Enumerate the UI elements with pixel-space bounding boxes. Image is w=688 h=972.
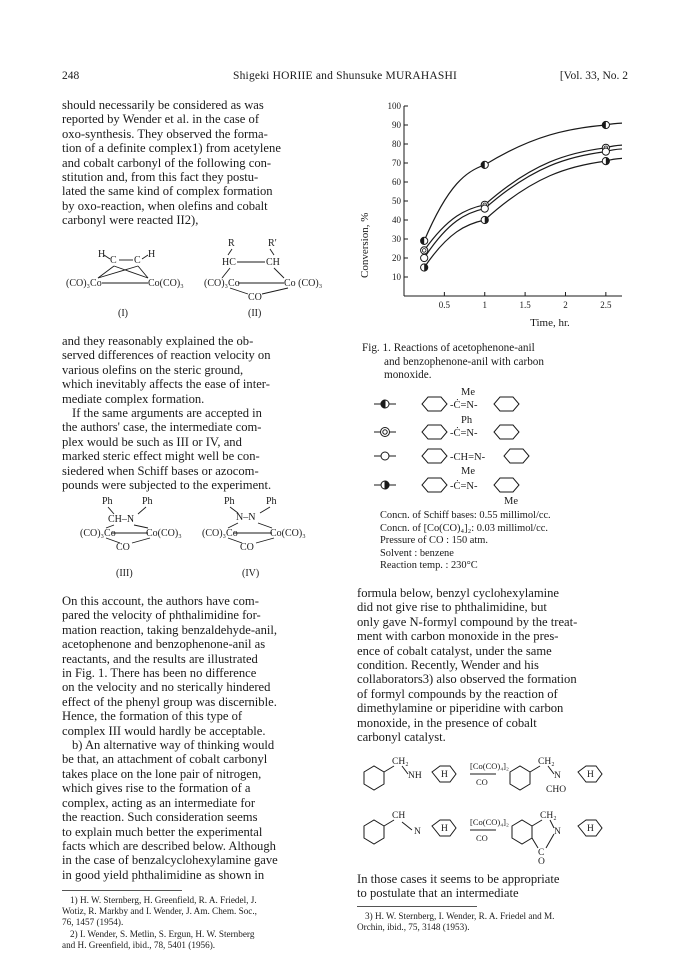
chem-atom: R (228, 238, 235, 249)
chart-legend (372, 384, 572, 508)
text-line: reported by Wender et al. in the case of (62, 112, 260, 127)
chem-atom: H (587, 824, 594, 834)
text-line: on the velocity and no sterically hindered (62, 680, 271, 695)
condition-line: Pressure of CO : 150 atm. (380, 535, 488, 546)
benzene-ring-icon (364, 820, 384, 844)
text-line: mation reaction, taking benzaldehyde-anil, (62, 622, 278, 637)
chem-atom: H (148, 249, 156, 260)
reagent-label: CO (476, 777, 488, 787)
text-line: the reaction. Such consideration seems (62, 810, 258, 825)
legend-label: -Ċ=N- (450, 400, 478, 411)
condition-line: Reaction temp. : 230°C (380, 560, 478, 571)
text-line: facts which are described below. Although (62, 838, 276, 853)
chem-atom: N (554, 827, 561, 837)
open-circle-icon (381, 452, 389, 460)
chem-atom: H (441, 824, 448, 834)
chart-axes (404, 106, 622, 296)
text-line: only gave N-formyl compound by the treat- (357, 614, 578, 629)
text-line: and cobalt carbonyl of the following con- (62, 155, 272, 170)
text-line: ment with carbon monoxide in the pres- (357, 629, 559, 644)
chem-atom: (CO)₃Co (80, 528, 116, 539)
legend-substituent: Me (504, 496, 518, 507)
reaction-schemes (356, 752, 630, 864)
text-line: in Fig. 1. There has been no difference (62, 666, 257, 681)
text-line: complex, acting as an intermediate for (62, 795, 256, 810)
chart-ticks (388, 101, 612, 310)
chem-atom: N (414, 827, 421, 837)
chem-atom: CH (266, 257, 280, 268)
footnote-line: Orchin, ibid., 75, 3148 (1953). (357, 922, 470, 933)
legend-label: -Ċ=N- (450, 428, 478, 439)
benzene-ring-icon (422, 425, 447, 439)
benzene-ring-icon (494, 478, 519, 492)
chem-atom: (CO)₃Co (204, 278, 240, 289)
text-line: carbonyl were reacted II2), (62, 213, 199, 228)
catalyst-label: [Co(CO)₄]₂ (470, 817, 509, 827)
right-footnotes (357, 911, 627, 933)
chem-atom: CH₂ (392, 757, 409, 767)
text-line: plex would be such as III or IV, and (62, 434, 242, 449)
y-tick-label: 90 (392, 120, 401, 130)
chem-atom: C (134, 255, 141, 266)
half-filled-right-icon (385, 481, 389, 489)
structure-label: (IV) (242, 568, 260, 579)
legend-label: -CH=N- (450, 452, 486, 463)
y-tick-label: 40 (392, 215, 401, 225)
y-tick-label: 60 (392, 177, 401, 187)
y-tick-label: 20 (392, 253, 401, 263)
footnote-line: 1) H. W. Sternberg, H. Greenfield, R. A. Friedel, J. (70, 895, 257, 905)
footnote-line: 2) I. Wender, S. Metlin, S. Ergun, H. W. Sternberg (70, 928, 255, 939)
text-line: which gives rise to the formation of a (62, 781, 251, 796)
footnote-line: and H. Greenfield, ibid., 78, 5401 (1956). (62, 939, 216, 950)
x-tick-label: 0.5 (438, 300, 450, 310)
structure-label: (II) (248, 308, 262, 319)
text-line: condition. Recently, Wender and his (357, 658, 539, 673)
text-line: On this account, the authors have com- (62, 594, 259, 608)
text-line: in the case of benzalcyclohexylamine gave (62, 853, 278, 868)
chem-atom: CHO (546, 785, 567, 795)
chem-atom: CO (240, 542, 254, 553)
chem-atom: R′ (268, 238, 277, 249)
chem-atom: Ph (102, 496, 113, 507)
chem-atom: NH (408, 771, 422, 781)
text-line: carbonyl catalyst. (357, 730, 446, 745)
reaction-conditions (380, 510, 630, 573)
series-line-3 (424, 149, 622, 258)
text-line: of formyl compounds by the reaction of (357, 686, 558, 701)
left-paragraph-3 (62, 594, 344, 882)
benzene-ring-icon (504, 449, 529, 463)
x-tick-label: 1.5 (519, 300, 531, 310)
benzene-ring-icon (510, 766, 530, 790)
y-tick-label: 10 (392, 272, 401, 282)
condition-line: Concn. of Schiff bases: 0.55 millimol/cc. (380, 510, 551, 521)
chem-atom: Co (CO)₃ (284, 278, 323, 289)
text-line: to postulate that an intermediate (357, 886, 519, 901)
caption-line: monoxide. (384, 369, 432, 381)
x-tick-label: 1 (482, 300, 487, 310)
chem-atom: N–N (236, 512, 256, 523)
text-line: b) An alternative way of thinking would (72, 738, 275, 753)
text-line: marked steric effect might well be con- (62, 449, 260, 464)
chem-atom: (CO)₃Co (202, 528, 238, 539)
left-paragraph-2 (62, 334, 344, 492)
chem-atom: Ph (266, 496, 277, 507)
text-line: oxo-synthesis. They observed the forma- (62, 126, 268, 141)
condition-line: Solvent : benzene (380, 547, 454, 559)
left-paragraph-1 (62, 98, 344, 228)
chem-atom: Ph (142, 496, 153, 507)
text-line: If the same arguments are accepted in (72, 406, 262, 421)
chem-atom: CO (116, 542, 130, 553)
text-line: in good yield phthalimidine as shown in (62, 867, 265, 882)
text-line: did not give rise to phthalimidine, but (357, 600, 547, 615)
data-point (421, 264, 428, 271)
chem-atom: Ph (224, 496, 235, 507)
text-line: served differences of reaction velocity on (62, 348, 271, 363)
benzene-ring-icon (422, 478, 447, 492)
footnote-line: 3) H. W. Sternberg, I. Wender, R. A. Friedel and M. (365, 911, 555, 921)
data-point (481, 205, 488, 212)
text-line: the authors' case, the intermediate com- (62, 420, 262, 435)
benzene-ring-icon (494, 425, 519, 439)
structures-i-ii (62, 232, 352, 324)
data-point (481, 161, 488, 168)
footnote-rule (62, 890, 182, 891)
y-tick-label: 100 (387, 101, 401, 111)
footnote-rule (357, 906, 477, 907)
caption-line: and benzophenone-anil with carbon (384, 355, 544, 368)
text-line: dimethylamine or piperidine with carbon (357, 701, 564, 716)
y-tick-label: 30 (392, 234, 401, 244)
conversion-chart (352, 98, 632, 330)
catalyst-label: [Co(CO)₄]₂ (470, 761, 509, 771)
chem-atom: H (587, 770, 594, 780)
text-line: formula below, benzyl cyclohexylamine (357, 586, 560, 600)
chart-ylabel: Conversion, % (359, 212, 371, 278)
chem-atom: CH–N (108, 514, 135, 525)
legend-label: -Ċ=N- (450, 481, 478, 492)
chem-atom: C (538, 848, 545, 858)
y-tick-label: 50 (392, 196, 401, 206)
figure-caption (362, 342, 628, 383)
caption-line: Fig. 1. Reactions of acetophenone-anil (362, 342, 535, 354)
text-line: effect of the phenyl group was discernible. (62, 694, 277, 709)
data-point (602, 121, 609, 128)
text-line: ence of cobalt catalyst, under the same (357, 643, 552, 658)
text-line: should necessarily be considered as was (62, 98, 264, 112)
x-tick-label: 2.5 (600, 300, 612, 310)
text-line: siedered when Schiff bases or azocom- (62, 463, 259, 478)
text-line: be that, an attachment of cobalt carbonyl (62, 752, 268, 767)
chem-atom: Co(CO)₃ (148, 278, 184, 289)
volume-issue: [Vol. 33, No. 2 (559, 70, 628, 82)
text-line: In those cases it seems to be appropriate (357, 872, 560, 886)
text-line: which inevitably affects the ease of inter- (62, 377, 270, 392)
benzene-ring-icon (494, 397, 519, 411)
chem-atom: Co(CO)₃ (146, 528, 182, 539)
chem-atom: C (110, 255, 117, 266)
text-line: lated the same kind of complex formation (62, 184, 273, 199)
chart-xlabel: Time, hr. (530, 317, 570, 329)
footnote-line: Wotiz, R. Markby and I. Wender, J. Am. Chem. Soc., (62, 906, 257, 917)
y-tick-label: 80 (392, 139, 401, 149)
text-line: pared the velocity of phthalimidine for- (62, 608, 261, 623)
chem-atom: CH₂ (538, 757, 555, 767)
legend-substituent: Me (461, 466, 475, 477)
chem-atom: Co(CO)₃ (270, 528, 306, 539)
right-paragraph-1 (357, 586, 627, 744)
chem-atom: HC (222, 257, 236, 268)
left-footnotes (62, 895, 344, 951)
text-line: collaborators3) also observed the formation (357, 672, 577, 687)
text-line: tion of a definite complex1) from acetylene (62, 141, 281, 156)
footnote-line: 76, 1457 (1954). (62, 917, 124, 928)
chem-atom: H (441, 770, 448, 780)
x-tick-label: 2 (563, 300, 568, 310)
half-filled-left-icon (381, 400, 385, 408)
benzene-ring-icon (364, 766, 384, 790)
page-number: 248 (62, 70, 80, 82)
text-line: pounds were subjected to the experiment. (62, 478, 272, 493)
page-header (62, 70, 628, 88)
y-tick-label: 70 (392, 158, 401, 168)
data-point (421, 237, 428, 244)
benzene-ring-icon (512, 820, 532, 844)
legend-substituent: Ph (461, 415, 473, 426)
text-line: takes place on the lone pair of nitrogen, (62, 766, 262, 781)
data-point (481, 216, 488, 223)
text-line: to explain much better the experimental (62, 824, 263, 839)
text-line: various olefins on the steric ground, (62, 362, 244, 377)
chem-atom: CO (248, 292, 262, 303)
text-line: stitution and, from this fact they postu- (62, 170, 259, 185)
chem-atom: (CO)₃Co (66, 278, 102, 289)
data-point (421, 254, 428, 261)
text-line: and they reasonably explained the ob- (62, 334, 254, 348)
benzene-ring-icon (422, 397, 447, 411)
chem-atom: N (554, 771, 561, 781)
benzene-ring-icon (422, 449, 447, 463)
text-line: acetophenone and benzophenone-anil as (62, 637, 266, 652)
reagent-label: CO (476, 833, 488, 843)
right-paragraph-2 (357, 872, 627, 901)
structures-iii-iv (62, 492, 352, 584)
data-point (421, 247, 428, 254)
legend-substituent: Me (461, 387, 475, 398)
chart-series-lines (424, 123, 622, 267)
chem-atom: CH₂ (540, 811, 557, 821)
text-line: monoxide, in the presence of cobalt (357, 715, 537, 730)
text-line: complex III would hardly be acceptable. (62, 723, 266, 738)
text-line: reactants, and the results are illustrated (62, 651, 258, 666)
structure-label: (I) (118, 308, 128, 319)
text-line: mediate complex formation. (62, 391, 205, 406)
structure-label: (III) (116, 568, 133, 579)
data-point (602, 148, 609, 155)
running-title: Shigeki HORIIE and Shunsuke MURAHASHI (233, 70, 457, 82)
series-line-4 (424, 158, 622, 267)
chem-atom: O (538, 857, 545, 864)
text-line: Hence, the formation of this type of (62, 709, 243, 724)
data-point (602, 158, 609, 165)
condition-line: Concn. of [Co(CO)₄]₂: 0.03 millimol/cc. (380, 522, 548, 534)
chem-atom: H (98, 249, 106, 260)
chem-atom: CH (392, 811, 406, 821)
text-line: by oxo-reaction, when olefins and cobalt (62, 198, 268, 213)
